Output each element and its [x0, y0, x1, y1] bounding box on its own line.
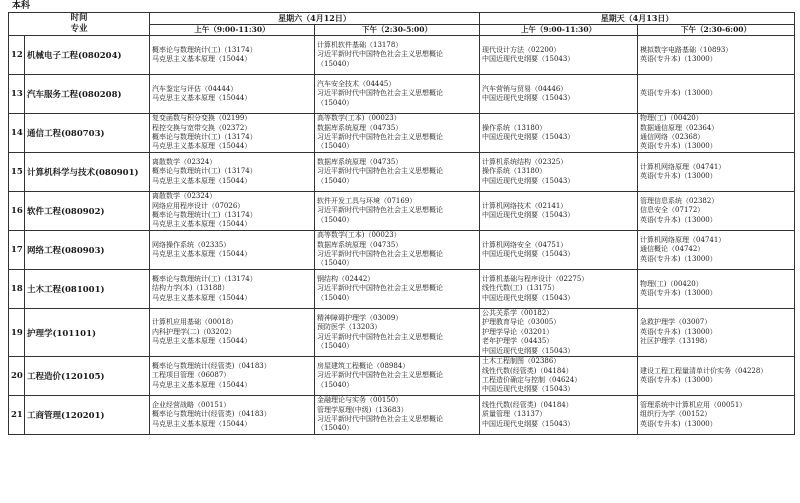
major-name: 工程造价(120105) [25, 357, 150, 396]
major-name: 工商管理(120201) [25, 396, 150, 435]
schedule-body [9, 36, 795, 435]
course-cell-sat-am [150, 357, 315, 396]
course-line: 模拟数字电路基础（10893） [640, 45, 733, 54]
course-line: 现代设计方法（02200） [482, 45, 561, 54]
course-cell-sun-pm [638, 153, 795, 192]
table-row [9, 192, 795, 231]
course-line: 习近平新时代中国特色社会主义思想概论 [317, 167, 444, 176]
course-line: 老年护理学（04435） [482, 337, 554, 346]
course-line: 企业经营战略（00151） [152, 400, 231, 409]
course-line: （15040） [317, 259, 354, 268]
course-line: 内科护理学(二)（03202） [152, 327, 236, 336]
course-cell-sun-pm [638, 231, 795, 270]
course-line: 土木工程制图（02386） [482, 357, 561, 366]
row-number: 15 [9, 153, 25, 192]
course-line: 通信概论（04742） [640, 245, 705, 254]
course-line: 急救护理学（03007） [640, 318, 712, 327]
table-row [9, 270, 795, 309]
course-line: 高等数学(工本)（00023） [317, 114, 401, 123]
course-cell-sun-pm [638, 309, 795, 357]
course-line: 质量管理（13137） [482, 410, 547, 419]
course-cell-sat-am [150, 270, 315, 309]
header-corner [9, 13, 150, 36]
course-line: 概率论与数理统计(经管类)（04183） [152, 361, 271, 370]
course-line: 马克思主义基本原理（15044） [152, 142, 252, 151]
course-line: 线性代数(工)（13175） [482, 284, 559, 293]
course-line: 建设工程工程量清单计价实务（04228） [640, 366, 768, 375]
course-line: 计算机软件基础（13178） [317, 40, 403, 49]
course-line: 护理学导论（03201） [482, 327, 554, 336]
course-line: 汽车鉴定与评估（04444） [152, 84, 238, 93]
course-line: 马克思主义基本原理（15044） [152, 94, 252, 102]
course-line: 组织行为学（00152） [640, 410, 712, 419]
course-line: （15040） [317, 293, 354, 302]
course-line: 概率论与数理统计(工)（13174） [152, 45, 257, 54]
course-line: 习近平新时代中国特色社会主义思想概论 [317, 50, 444, 59]
course-line: 管理学原理(中级)（13683） [317, 405, 408, 414]
major-name: 计算机科学与技术(080901) [25, 153, 150, 192]
course-line: 数据通信原理（02364） [640, 123, 719, 132]
course-line: 中国近现代史纲要（15043） [482, 176, 575, 185]
course-cell-sat-pm [315, 270, 480, 309]
course-line: 中国近现代史纲要（15043） [482, 55, 575, 63]
course-line: 管理信息系统（02382） [640, 196, 719, 205]
course-cell-sun-am [480, 75, 638, 114]
course-line: 社区护理学（13198） [640, 337, 712, 346]
course-line: 概率论与数理统计(工)（13174） [152, 167, 257, 176]
course-line: 中国近现代史纲要（15043） [482, 293, 575, 302]
course-line: 物理(工)（00420） [640, 279, 703, 288]
course-line: （15040） [317, 59, 354, 68]
course-cell-sat-am [150, 231, 315, 270]
course-cell-sun-pm [638, 270, 795, 309]
course-line: 物理(工)（00420） [640, 114, 703, 123]
course-line: 中国近现代史纲要（15043） [482, 211, 575, 219]
course-line: 中国近现代史纲要（15043） [482, 250, 575, 258]
course-line: 马克思主义基本原理（15044） [152, 250, 252, 258]
course-line: 信息安全（07172） [640, 206, 705, 215]
course-line: 中国近现代史纲要（15043） [482, 346, 575, 355]
course-line: 马克思主义基本原理（15044） [152, 176, 252, 185]
course-cell-sun-pm [638, 396, 795, 435]
row-number: 17 [9, 231, 25, 270]
course-line: 数据库系统原理（04735） [317, 157, 403, 166]
course-line: 复变函数与积分变换（02199） [152, 114, 252, 123]
course-line: 工程项目管理（06087） [152, 371, 231, 380]
course-line: 习近平新时代中国特色社会主义思想概论 [317, 89, 444, 98]
course-line: （15040） [317, 380, 354, 389]
day-sunday-header: 星期天（4月13日） [480, 13, 795, 25]
course-line: 中国近现代史纲要（15043） [482, 94, 575, 102]
table-row [9, 153, 795, 192]
course-line: 数据库系统原理（04735） [317, 123, 403, 132]
course-line: 高等数学(工本)（00023） [317, 231, 401, 240]
course-line: 英语(专升本)（13000） [640, 254, 717, 263]
course-cell-sat-am [150, 309, 315, 357]
course-cell-sat-pm [315, 153, 480, 192]
course-line: 马克思主义基本原理（15044） [152, 293, 252, 302]
course-line: （15040） [317, 142, 354, 151]
course-line: 英语(专升本)（13000） [640, 172, 717, 180]
course-cell-sun-am [480, 309, 638, 357]
course-line: 概率论与数理统计(工)（13174） [152, 274, 257, 283]
course-line: 汽车营销与贸易（04446） [482, 84, 568, 93]
table-row [9, 396, 795, 435]
course-line: 网络应用程序设计（07026） [152, 201, 245, 210]
sat-pm-header: 下午（2:30-5:00） [315, 24, 480, 36]
course-line: （15040） [317, 424, 354, 433]
course-cell-sat-pm [315, 231, 480, 270]
course-line: 马克思主义基本原理（15044） [152, 220, 252, 229]
course-cell-sun-pm [638, 357, 795, 396]
course-line: 计算机网络技术（02141） [482, 201, 568, 210]
course-line: 房屋建筑工程概论（08984） [317, 361, 410, 370]
course-line: 概率论与数理统计(经管类)（04183） [152, 410, 271, 419]
course-line: 数据库系统原理（04735） [317, 240, 403, 249]
major-name: 机械电子工程(080204) [25, 36, 150, 75]
course-cell-sat-am [150, 192, 315, 231]
course-cell-sun-am [480, 36, 638, 75]
sat-am-header: 上午（9:00-11:30） [150, 24, 315, 36]
course-line: 英语(专升本)（13000） [640, 419, 717, 428]
course-line: 习近平新时代中国特色社会主义思想概论 [317, 415, 444, 424]
course-line: （15040） [317, 215, 354, 224]
major-name: 土木工程(081001) [25, 270, 150, 309]
course-cell-sat-pm [315, 309, 480, 357]
course-cell-sat-pm [315, 36, 480, 75]
course-line: 中国近现代史纲要（15043） [482, 419, 575, 428]
course-cell-sat-am [150, 153, 315, 192]
course-line: 操作系统（13180） [482, 167, 547, 176]
course-line: 习近平新时代中国特色社会主义思想概论 [317, 284, 444, 293]
course-line: 习近平新时代中国特色社会主义思想概论 [317, 332, 444, 341]
course-line: 英语(专升本)（13000） [640, 376, 717, 385]
course-line: 预防医学（13203） [317, 323, 382, 332]
course-cell-sat-pm [315, 396, 480, 435]
row-number: 13 [9, 75, 25, 114]
course-line: 线性代数(经管类)（04184） [482, 366, 573, 375]
course-line: 计算机基础与程序设计（02275） [482, 274, 589, 283]
course-cell-sat-am [150, 114, 315, 153]
course-line: 钢结构（02442） [317, 274, 375, 283]
table-row [9, 309, 795, 357]
table-row [9, 357, 795, 396]
course-cell-sat-pm [315, 192, 480, 231]
course-line: 习近平新时代中国特色社会主义思想概论 [317, 250, 444, 258]
row-number: 19 [9, 309, 25, 357]
course-line: 程控交换与宽带交换（02372） [152, 123, 252, 132]
course-line: 公共关系学（00182） [482, 309, 554, 317]
course-line: 离散数学（02324） [152, 192, 217, 201]
row-number: 18 [9, 270, 25, 309]
course-line: 金融理论与实务（00150） [317, 396, 403, 405]
table-row [9, 114, 795, 153]
major-label: 专业 [70, 24, 88, 34]
course-line: 计算机应用基础（00018） [152, 318, 238, 327]
row-number: 12 [9, 36, 25, 75]
course-line: 英语(专升本)（13000） [640, 142, 717, 151]
course-cell-sun-am [480, 192, 638, 231]
sun-pm-header: 下午（2:30-6:00） [638, 24, 795, 36]
course-cell-sat-pm [315, 75, 480, 114]
course-line: （15040） [317, 341, 354, 350]
course-line: 汽车安全技术（04445） [317, 79, 396, 88]
course-line: 工程造价确定与控制（04624） [482, 376, 582, 385]
major-name: 网络工程(080903) [25, 231, 150, 270]
course-line: 英语(专升本)（13000） [640, 327, 717, 336]
course-line: 英语(专升本)（13000） [640, 89, 717, 98]
course-line: 习近平新时代中国特色社会主义思想概论 [317, 206, 444, 215]
course-line: 马克思主义基本原理（15044） [152, 55, 252, 63]
major-name: 通信工程(080703) [25, 114, 150, 153]
course-line: （15040） [317, 98, 354, 107]
course-line: 软件开发工具与环境（07169） [317, 196, 417, 205]
course-line: 离散数学（02324） [152, 157, 217, 166]
course-line: 计算机网络原理（04741） [640, 235, 726, 244]
course-cell-sun-pm [638, 75, 795, 114]
course-cell-sun-am [480, 270, 638, 309]
page-title: 本科 [12, 1, 31, 11]
course-cell-sat-pm [315, 357, 480, 396]
course-line: 结构力学(本)（13188） [152, 284, 229, 293]
course-line: 马克思主义基本原理（15044） [152, 380, 252, 389]
table-row [9, 231, 795, 270]
course-cell-sun-pm [638, 36, 795, 75]
course-line: 概率论与数理统计(工)（13174） [152, 211, 257, 219]
course-line: 计算机系统结构（02325） [482, 157, 568, 166]
course-line: 英语(专升本)（13000） [640, 215, 717, 224]
row-number: 14 [9, 114, 25, 153]
course-line: 精神障碍护理学（03009） [317, 313, 403, 322]
course-line: （15040） [317, 176, 354, 185]
major-name: 护理学(101101) [25, 309, 150, 357]
course-line: 概率论与数理统计(工)（13174） [152, 133, 257, 141]
major-name: 软件工程(080902) [25, 192, 150, 231]
row-number: 20 [9, 357, 25, 396]
course-line: 通信网络（02368） [640, 133, 705, 141]
course-line: 网络操作系统（02335） [152, 240, 231, 249]
time-label: 时间 [70, 13, 88, 23]
major-name: 汽车服务工程(080208) [25, 75, 150, 114]
exam-schedule-table [8, 12, 795, 435]
course-line: 操作系统（13180） [482, 123, 547, 132]
course-line: 计算机网络安全（04751） [482, 240, 568, 249]
course-line: 管理系统中计算机应用（00051） [640, 400, 747, 409]
course-cell-sun-am [480, 153, 638, 192]
course-cell-sun-am [480, 114, 638, 153]
course-line: 英语(专升本)（13000） [640, 55, 717, 63]
course-line: 线性代数(经管类)（04184） [482, 400, 573, 409]
table-row [9, 36, 795, 75]
course-cell-sun-am [480, 396, 638, 435]
row-number: 16 [9, 192, 25, 231]
table-row [9, 75, 795, 114]
course-cell-sun-pm [638, 192, 795, 231]
sun-am-header: 上午（9:00-11:30） [480, 24, 638, 36]
course-line: 马克思主义基本原理（15044） [152, 337, 252, 346]
course-cell-sat-am [150, 75, 315, 114]
course-line: 习近平新时代中国特色社会主义思想概论 [317, 133, 444, 141]
course-line: 护理教育导论（03005） [482, 318, 561, 327]
course-cell-sat-pm [315, 114, 480, 153]
course-cell-sat-am [150, 396, 315, 435]
course-line: 中国近现代史纲要（15043） [482, 133, 575, 141]
course-line: 计算机网络原理（04741） [640, 162, 726, 171]
row-number: 21 [9, 396, 25, 435]
day-saturday-header: 星期六（4月12日） [150, 13, 480, 25]
course-line: 中国近现代史纲要（15043） [482, 385, 575, 394]
course-line: 马克思主义基本原理（15044） [152, 419, 252, 428]
course-cell-sun-am [480, 231, 638, 270]
course-cell-sun-pm [638, 114, 795, 153]
course-cell-sun-am [480, 357, 638, 396]
course-cell-sat-am [150, 36, 315, 75]
course-line: 英语(专升本)（13000） [640, 289, 717, 297]
course-line: 习近平新时代中国特色社会主义思想概论 [317, 371, 444, 380]
